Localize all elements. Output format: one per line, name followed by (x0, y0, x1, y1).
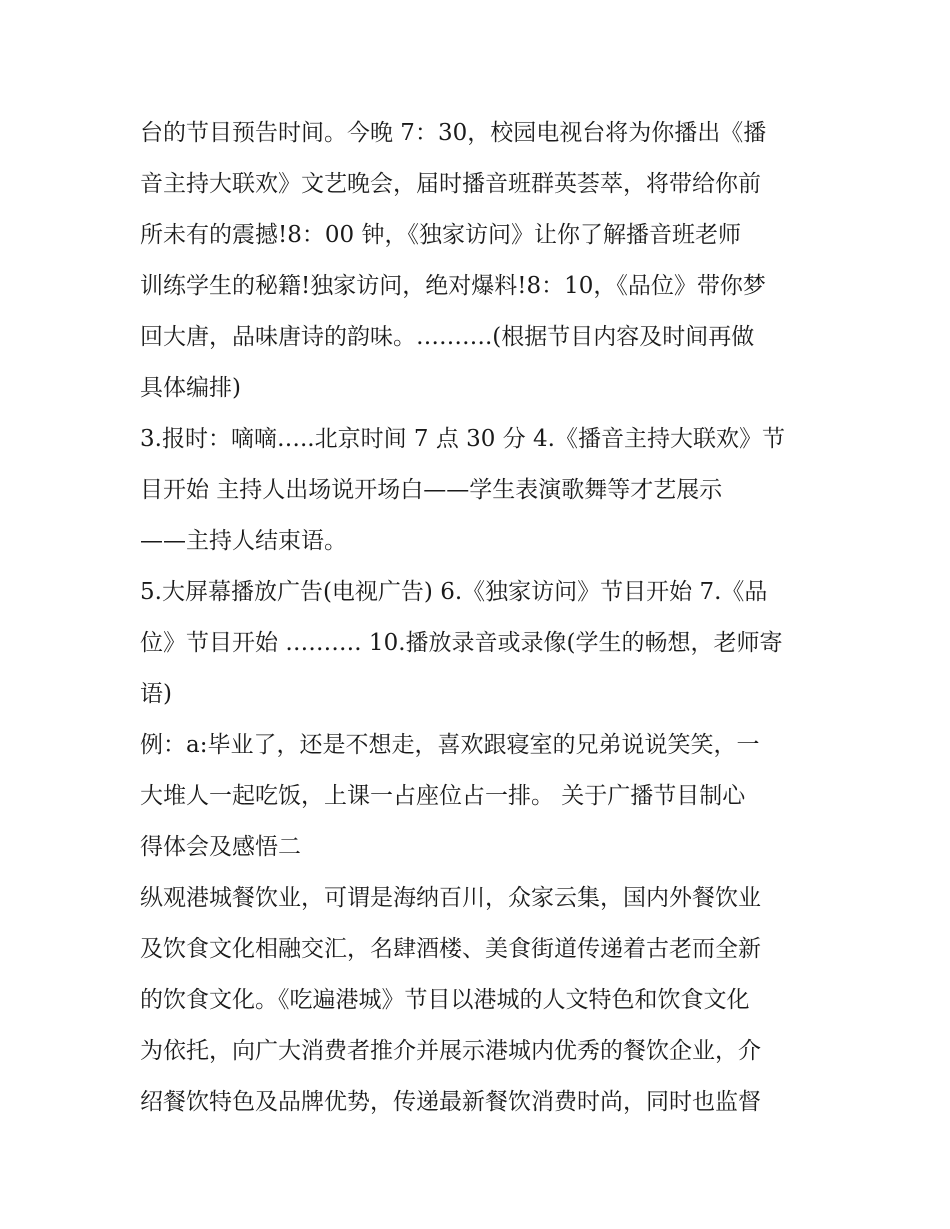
text-line: 所未有的震撼!8：00 钟，《独家访问》让你了解播音班老师 (140, 222, 741, 248)
text-line: 具体编排) (140, 375, 241, 401)
document-body (140, 108, 820, 1128)
text-line: 的饮食文化。《吃遍港城》节目以港城的人文特色和饮食文化 (140, 987, 750, 1013)
text-line: 例：a:毕业了，还是不想走，喜欢跟寝室的兄弟说说笑笑，一 (140, 732, 760, 758)
text-line: ——主持人结束语。 (140, 528, 347, 554)
text-line: 得体会及感悟二 (140, 834, 301, 860)
text-line: 绍餐饮特色及品牌优势，传递最新餐饮消费时尚，同时也监督 (140, 1089, 761, 1115)
text-line: 台的节目预告时间。今晚 7：30，校园电视台将为你播出《播 (140, 120, 767, 146)
text-line: 回大唐，品味唐诗的韵味。……….(根据节目内容及时间再做 (140, 324, 755, 350)
text-line: 为依托，向广大消费者推介并展示港城内优秀的餐饮企业，介 (140, 1038, 761, 1064)
text-line: 及饮食文化相融交汇，名肆酒楼、美食街道传递着古老而全新 (140, 936, 761, 962)
text-line: 纵观港城餐饮业，可谓是海纳百川，众家云集，国内外餐饮业 (140, 885, 761, 911)
text-line: 音主持大联欢》文艺晚会，届时播音班群英荟萃，将带给你前 (140, 171, 761, 197)
text-line: 语) (140, 681, 172, 707)
text-line: 训练学生的秘籍!独家访问，绝对爆料!8：10，《品位》带你梦 (140, 273, 766, 299)
text-line: 大堆人一起吃饭，上课一占座位占一排。 关于广播节目制心 (140, 783, 746, 809)
text-line: 3.报时：嘀嘀…..北京时间 7 点 30 分 4.《播音主持大联欢》节 (140, 426, 785, 452)
text-line: 5.大屏幕播放广告(电视广告) 6.《独家访问》节目开始 7.《品 (140, 579, 768, 605)
text-line: 位》节目开始 ………. 10.播放录音或录像(学生的畅想，老师寄 (140, 630, 783, 656)
text-line: 目开始 主持人出场说开场白——学生表演歌舞等才艺展示 (140, 477, 723, 503)
